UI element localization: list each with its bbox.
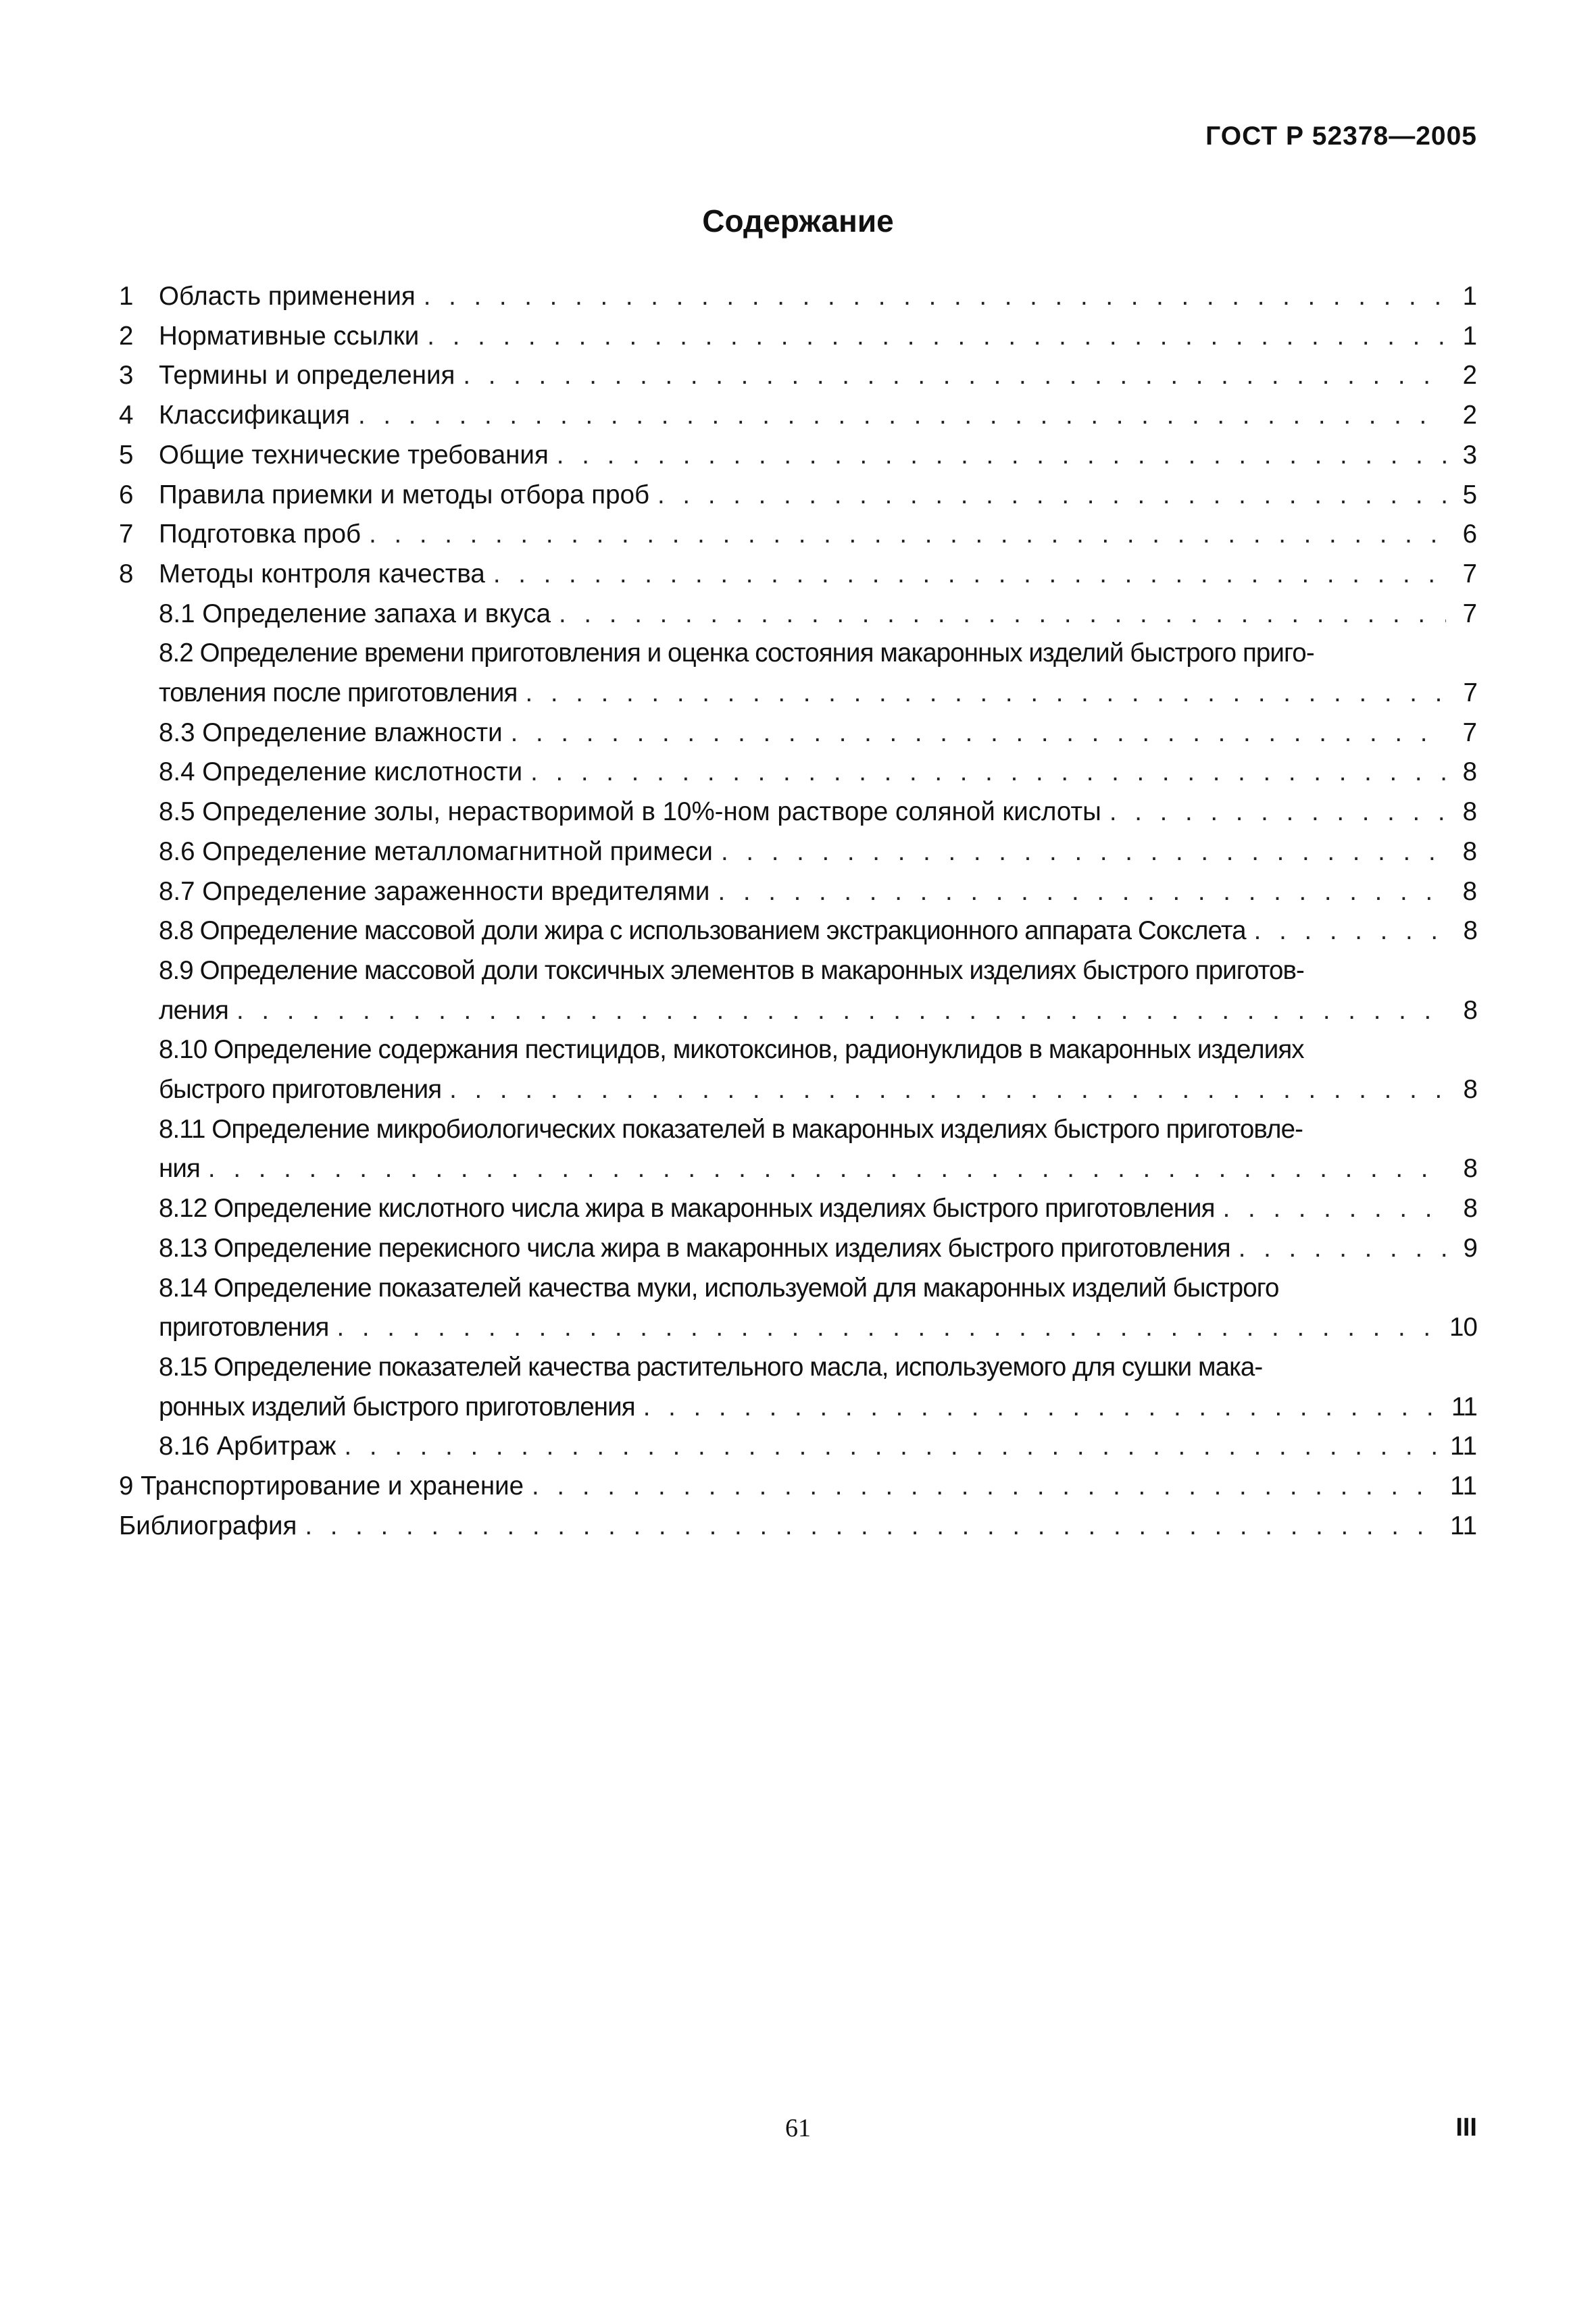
toc-subentry[interactable] <box>159 1030 1477 1109</box>
toc-entry-number: 6 <box>119 480 134 509</box>
toc-subentry-title-line: 8.2 Определение времени приготовления и оценка состояния макаронных изделий быстрого приго- <box>159 638 1314 668</box>
toc-entry[interactable] <box>119 356 1477 396</box>
toc-subentry[interactable] <box>159 1229 1477 1269</box>
toc-entry-number: 5 <box>119 440 134 470</box>
roman-page-number: III <box>1455 2113 1477 2142</box>
table-of-contents <box>119 277 1477 1546</box>
toc-subentry[interactable] <box>159 872 1477 912</box>
page-number: 61 <box>785 2114 811 2142</box>
dot-leader <box>427 317 1446 357</box>
toc-subentry[interactable] <box>159 595 1477 634</box>
toc-entry-number: 2 <box>119 321 134 351</box>
toc-subentry-title-line: приготовления <box>159 1313 329 1342</box>
dot-leader <box>643 1388 1443 1428</box>
dot-leader <box>493 555 1446 595</box>
dot-leader <box>305 1507 1442 1546</box>
toc-subentry-page: 8 <box>1463 995 1477 1025</box>
toc-subentry-page: 10 <box>1449 1313 1477 1342</box>
toc-subentry-title: 8.3 Определение влажности <box>159 718 503 747</box>
toc-subentry-page: 7 <box>1463 678 1477 708</box>
toc-subentry-page: 8 <box>1462 757 1477 787</box>
toc-subentry-title: 8.7 Определение зараженности вредителями <box>159 876 710 906</box>
dot-leader <box>337 1308 1441 1348</box>
toc-subentry-title: 8.1 Определение запаха и вкуса <box>159 599 551 628</box>
toc-subentry-title-line: 8.15 Определение показателей качества растительного масла, используемого для сушки мака- <box>159 1352 1263 1382</box>
toc-entry-page: 2 <box>1462 401 1477 430</box>
toc-entry[interactable] <box>119 476 1477 515</box>
toc-subentry-title-line: товления после приготовления <box>159 678 518 708</box>
toc-subentry-title: 8.4 Определение кислотности <box>159 757 523 787</box>
toc-entry-number: 3 <box>119 361 134 391</box>
dot-leader <box>424 277 1446 317</box>
toc-subentry-title: 8.16 Арбитраж <box>159 1432 336 1461</box>
toc-subentry-title-line: ронных изделий быстрого приготовления <box>159 1392 635 1422</box>
toc-subentry-page: 9 <box>1463 1233 1477 1263</box>
toc-title: Содержание <box>702 203 894 238</box>
toc-entry-title: Правила приемки и методы отбора проб <box>159 480 650 509</box>
dot-leader <box>532 1467 1442 1507</box>
toc-subentry-title: 8.13 Определение перекисного числа жира в макаронных изделиях быстрого приготовления <box>159 1233 1230 1263</box>
toc-subentry-title-line: 8.9 Определение массовой доли токсичных элементов в макаронных изделиях быстрого приготов- <box>159 955 1304 985</box>
toc-subentry[interactable] <box>159 753 1477 793</box>
toc-subentry-page: 8 <box>1463 916 1477 946</box>
dot-leader <box>369 515 1446 555</box>
toc-entry-number: 1 <box>119 282 134 311</box>
toc-entry-title: Библиография <box>119 1511 297 1540</box>
toc-entry-title: Методы контроля качества <box>159 559 485 588</box>
toc-entry-title: Подготовка проб <box>159 520 361 549</box>
toc-subentry-title: 8.12 Определение кислотного числа жира в макаронных изделиях быстрого приготовления <box>159 1194 1215 1224</box>
toc-entry-title: 9 Транспортирование и хранение <box>119 1472 524 1501</box>
toc-subentry[interactable] <box>159 911 1477 951</box>
toc-entry-page: 1 <box>1462 282 1477 311</box>
document-code: ГОСТ Р 52378—2005 <box>1205 122 1477 151</box>
toc-entry-title: Общие технические требования <box>159 440 549 470</box>
toc-subentry-title-line: 8.10 Определение содержания пестицидов, микотоксинов, радионуклидов в макаронных изделиях <box>159 1035 1304 1065</box>
toc-entry-page: 2 <box>1462 361 1477 391</box>
toc-subentry-page: 7 <box>1462 599 1477 628</box>
dot-leader <box>236 991 1446 1031</box>
toc-subentry-page: 8 <box>1463 1075 1477 1105</box>
dot-leader <box>718 872 1446 912</box>
toc-entry-number: 7 <box>119 520 134 549</box>
toc-subentry[interactable] <box>159 713 1477 753</box>
toc-entry-title: Область применения <box>159 282 416 311</box>
toc-subentry-title: 8.6 Определение металломагнитной примеси <box>159 836 713 866</box>
toc-entry-page: 3 <box>1462 440 1477 470</box>
dot-leader <box>358 396 1446 436</box>
toc-subentry[interactable] <box>159 634 1477 713</box>
dot-leader <box>1223 1189 1446 1229</box>
toc-entry-bibliography[interactable] <box>119 1507 1477 1546</box>
toc-subentry[interactable] <box>159 1427 1477 1467</box>
dot-leader <box>721 832 1446 872</box>
dot-leader <box>559 595 1446 634</box>
toc-subentry[interactable] <box>159 1269 1477 1348</box>
toc-subentry[interactable] <box>159 1110 1477 1189</box>
toc-entry[interactable] <box>119 277 1477 317</box>
dot-leader <box>1239 1229 1446 1269</box>
toc-entry-page: 7 <box>1462 559 1477 588</box>
toc-entry-number: 8 <box>119 559 134 588</box>
toc-subentry-title: 8.8 Определение массовой доли жира с использованием экстракционного аппарата Сокслета <box>159 916 1246 946</box>
dot-leader <box>557 436 1446 476</box>
toc-subentry-title-line: быстрого приготовления <box>159 1075 442 1105</box>
toc-subentry-title-line: ления <box>159 995 228 1025</box>
toc-subentry-title-line: ния <box>159 1154 200 1184</box>
toc-entry-page: 6 <box>1462 520 1477 549</box>
toc-subentry[interactable] <box>159 951 1477 1030</box>
toc-entry-title: Нормативные ссылки <box>159 321 420 351</box>
toc-subentry[interactable] <box>159 793 1477 832</box>
toc-subentry[interactable] <box>159 1189 1477 1229</box>
dot-leader <box>530 753 1446 793</box>
toc-entry[interactable] <box>119 555 1477 595</box>
dot-leader <box>1254 911 1446 951</box>
toc-subentry-page: 8 <box>1462 876 1477 906</box>
toc-subentry-page: 8 <box>1462 797 1477 827</box>
toc-subentry-page: 11 <box>1451 1392 1477 1422</box>
toc-entry-title: Термины и определения <box>159 361 455 391</box>
toc-subentry-page: 8 <box>1463 1154 1477 1184</box>
dot-leader <box>345 1427 1443 1467</box>
toc-subentry-page: 11 <box>1450 1432 1477 1461</box>
dot-leader <box>511 713 1446 753</box>
toc-entry[interactable] <box>119 396 1477 436</box>
toc-entry-title: Классификация <box>159 401 350 430</box>
toc-entry-page: 11 <box>1450 1472 1477 1501</box>
dot-leader <box>449 1070 1446 1110</box>
toc-entry[interactable] <box>119 515 1477 555</box>
toc-entry-number: 4 <box>119 401 134 430</box>
toc-entry-page: 1 <box>1462 321 1477 351</box>
dot-leader <box>525 674 1446 713</box>
toc-subentry[interactable] <box>159 832 1477 872</box>
toc-subentry-page: 8 <box>1463 1194 1477 1224</box>
toc-entry-page: 5 <box>1462 480 1477 509</box>
toc-entry[interactable] <box>119 1467 1477 1507</box>
dot-leader <box>463 356 1446 396</box>
toc-subentry-page: 8 <box>1462 836 1477 866</box>
toc-subentry-title: 8.5 Определение золы, нерастворимой в 10%-ном растворе соляной кислоты <box>159 797 1101 827</box>
toc-subentry-title-line: 8.11 Определение микробиологических показателей в макаронных изделиях быстрого приготовле- <box>159 1114 1303 1144</box>
toc-entry-page: 11 <box>1450 1511 1477 1540</box>
dot-leader <box>208 1149 1446 1189</box>
dot-leader <box>657 476 1446 515</box>
toc-subentry-title-line: 8.14 Определение показателей качества муки, используемой для макаронных изделий быстрого <box>159 1273 1279 1303</box>
toc-subentry[interactable] <box>159 1348 1477 1427</box>
toc-entry[interactable] <box>119 436 1477 476</box>
toc-entry[interactable] <box>119 317 1477 357</box>
toc-subentry-page: 7 <box>1462 718 1477 747</box>
dot-leader <box>1109 793 1446 832</box>
